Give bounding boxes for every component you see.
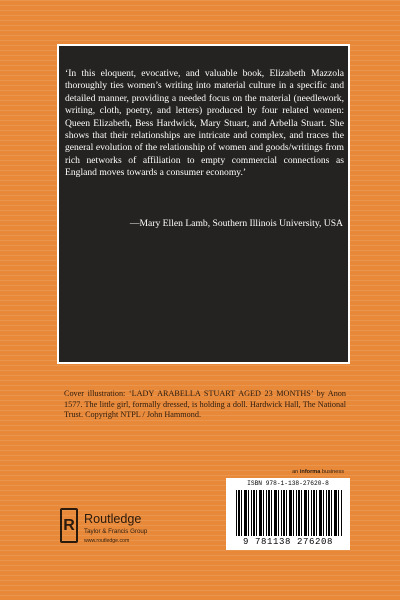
isbn-barcode bbox=[226, 478, 350, 550]
publisher-url: www.routledge.com bbox=[84, 538, 130, 544]
informa-brand: informa bbox=[299, 469, 321, 475]
informa-suffix: business bbox=[320, 469, 344, 475]
barcode-bars bbox=[236, 490, 342, 536]
review-attribution: —Mary Ellen Lamb, Southern Illinois University, USA bbox=[129, 218, 343, 229]
routledge-logo-icon bbox=[60, 508, 78, 543]
publisher-group: Taylor & Francis Group bbox=[84, 528, 148, 535]
cover-illustration-credit: Cover illustration: ‘LADY ARABELLA STUART AGED 23 MONTHS’ by Anon 1577. The little girl, formally dressed, is holding a doll. Hardwick Hall, The National Trust. Copyright NTPL / John Hammond. bbox=[64, 389, 346, 420]
informa-business-tag bbox=[292, 469, 344, 475]
review-quote: ‘In this eloquent, evocative, and valuable book, Elizabeth Mazzola thoroughly ties women’s writing into material culture in a specific and detailed manner, providing a needed focus on the material (needlework, writing, cloth, poetry, and letters) produced by four related women: Queen Elizabeth, Bess Hardwick, Mary Stuart, and Arbella Stuart. She shows that their relationships are intricate and complex, and traces the general evolution of the relationship of women and goods/writings from rich networks of affiliation to empty commercial connections as England moves towards a consumer economy.’ bbox=[65, 68, 344, 179]
informa-prefix: an bbox=[292, 469, 300, 475]
publisher-name: Routledge bbox=[84, 512, 142, 526]
barcode-digits: 9 781138 276208 bbox=[242, 537, 333, 547]
publisher-block bbox=[60, 508, 210, 563]
isbn-label: ISBN 978-1-138-27620-8 bbox=[247, 480, 329, 487]
logo-letter: R bbox=[63, 516, 75, 534]
